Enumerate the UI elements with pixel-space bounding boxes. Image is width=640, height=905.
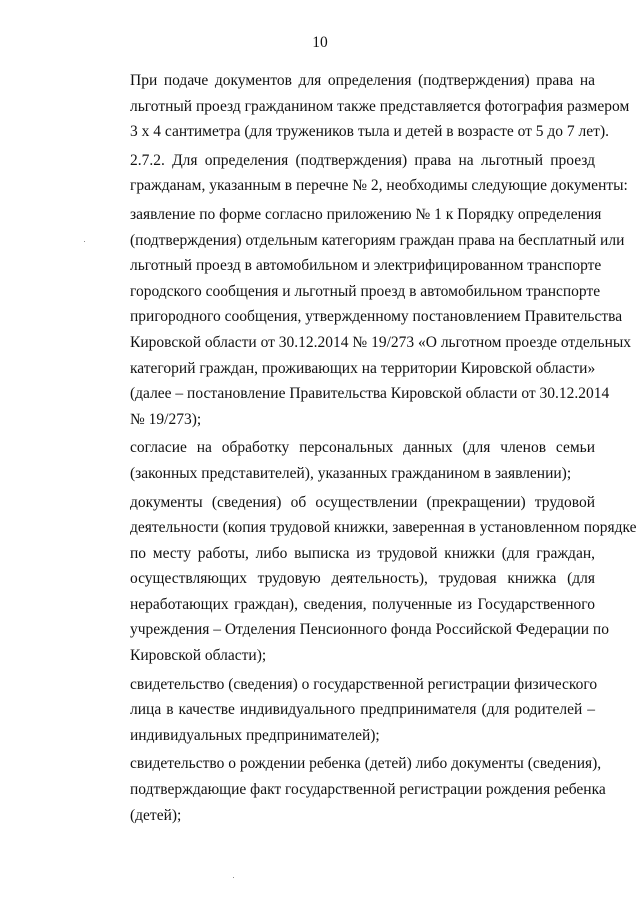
text-line: 2.7.2. Для определения (подтверждения) права на льготный проезд: [130, 151, 595, 169]
text-line: свидетельство о рождении ребенка (детей) либо документы (сведения),: [130, 755, 602, 773]
text-line: Кировской области от 30.12.2014 № 19/273 «О льготном проезде отдельных: [130, 333, 632, 351]
paragraph-birth-certificate: [92, 751, 606, 828]
text-line: (далее – постановление Правительства Кировской области от 30.12.2014: [130, 385, 610, 403]
text-line: документы (сведения) об осуществлении (прекращении) трудовой: [130, 493, 595, 511]
paragraph-personal-data-consent: [92, 435, 595, 486]
paragraph-entrepreneur-registration: [92, 672, 598, 749]
text-line: осуществляющих трудовую деятельность), трудовая книжка (для: [130, 570, 595, 588]
text-line: 3 х 4 сантиметра (для тружеников тыла и детей в возрасте от 5 до 7 лет).: [130, 123, 609, 141]
text-line: льготный проезд гражданином также представляется фотография размером: [130, 97, 630, 115]
text-line: гражданам, указанным в перечне № 2, необходимы следующие документы:: [130, 177, 628, 195]
text-line: свидетельство (сведения) о государственной регистрации физического: [130, 675, 598, 693]
text-line: подтверждающие факт государственной регистрации рождения ребенка: [130, 781, 606, 799]
paragraph-application-form: [92, 202, 632, 432]
scan-speck: [84, 241, 85, 242]
paragraph-employment-documents: [92, 490, 637, 669]
scan-speck: [233, 877, 234, 878]
text-line: пригородного сообщения, утвержденному постановлением Правительства: [130, 308, 623, 326]
text-line: При подаче документов для определения (подтверждения) права на: [130, 72, 595, 89]
text-line: по месту работы, либо выписка из трудовой книжки (для граждан,: [130, 544, 595, 562]
text-line: деятельности (копия трудовой книжки, заверенная в установленном порядке: [130, 519, 637, 537]
text-line: согласие на обработку персональных данных (для членов семьи: [130, 439, 595, 457]
text-line: заявление по форме согласно приложению № 1 к Порядку определения: [130, 205, 602, 223]
text-line: (законных представителей), указанных гражданином в заявлении);: [130, 464, 572, 482]
text-line: городского сообщения и льготный проезд в автомобильном транспорте: [130, 282, 601, 300]
paragraph-section-2-7-2: [92, 148, 628, 199]
text-line: неработающих граждан), сведения, полученные из Государственного: [130, 595, 595, 613]
paragraph-photo-requirement: [92, 68, 630, 145]
text-line: индивидуальных предпринимателей);: [130, 726, 380, 744]
document-body: [92, 68, 637, 831]
text-line: (детей);: [130, 806, 182, 824]
page-number: 10: [312, 34, 328, 51]
text-line: Кировской области);: [130, 647, 267, 665]
text-line: (подтверждения) отдельным категориям граждан права на бесплатный или: [130, 231, 625, 249]
text-line: категорий граждан, проживающих на территории Кировской области»: [130, 359, 596, 377]
text-line: льготный проезд в автомобильном и электрифицированном транспорте: [130, 257, 602, 275]
text-line: учреждения – Отделения Пенсионного фонда Российской Федерации по: [130, 621, 609, 639]
text-line: лица в качестве индивидуального предпринимателя (для родителей –: [130, 701, 595, 719]
text-line: № 19/273);: [130, 410, 202, 428]
